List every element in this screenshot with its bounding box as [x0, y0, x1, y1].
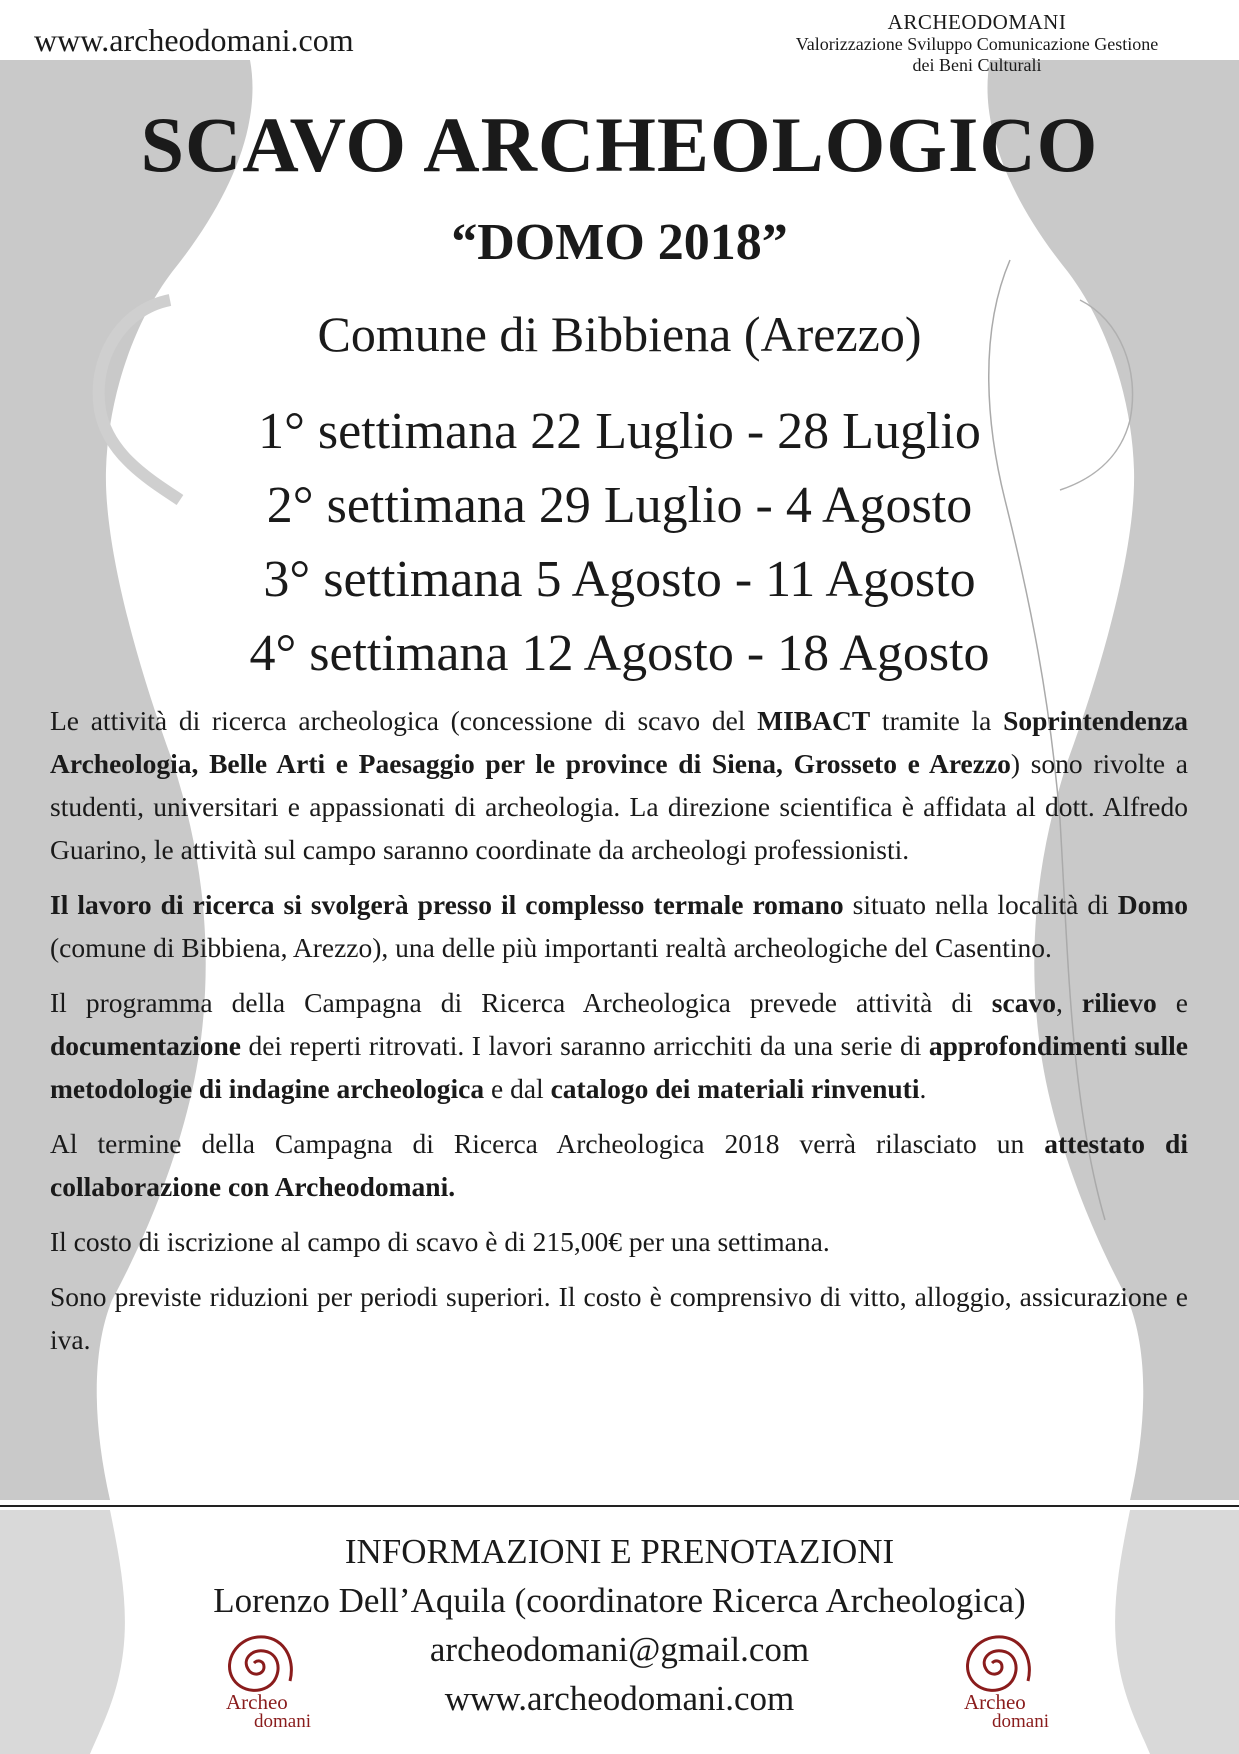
footer-website[interactable]: www.archeodomani.com	[444, 1679, 795, 1718]
paragraph-program	[50, 981, 1188, 1110]
bold-span: documentazione	[50, 1030, 241, 1061]
paragraph-reductions: Sono previste riduzioni per periodi superiori. Il costo è comprensivo di vitto, alloggio, assicurazione e iva.	[50, 1281, 1188, 1355]
week-4: 4° settimana 12 Agosto - 18 Agosto	[249, 625, 990, 682]
text-span: tramite la	[870, 705, 1004, 736]
week-3: 3° settimana 5 Agosto - 11 Agosto	[263, 551, 976, 608]
header-website[interactable]: www.archeodomani.com	[34, 22, 354, 58]
footer-contact-person: Lorenzo Dell’Aquila (coordinatore Ricerca Archeologica)	[213, 1581, 1026, 1620]
bold-span: Domo	[1117, 889, 1188, 920]
text-span: Le attività di ricerca archeologica (concessione di scavo del	[50, 705, 758, 736]
document-title: SCAVO ARCHEOLOGICO	[140, 101, 1099, 188]
paragraph-cost: Il costo di iscrizione al campo di scavo è di 215,00€ per una settimana.	[50, 1226, 830, 1257]
document-subtitle: “DOMO 2018”	[451, 214, 788, 271]
body-text	[50, 699, 1188, 1373]
logo-text-line1: Archeo	[964, 1690, 1026, 1714]
text-span: situato nella località di	[843, 889, 1118, 920]
text-span: (comune di Bibbiena, Arezzo), una delle più importanti realtà archeologiche del Casentino.	[50, 932, 1052, 963]
bold-span: rilievo	[1081, 987, 1157, 1018]
bold-span: Il lavoro di ricerca si svolgerà presso il complesso termale romano	[50, 889, 844, 920]
archeodomani-logo-right	[934, 1625, 1074, 1735]
footer-email[interactable]: archeodomani@gmail.com	[429, 1630, 810, 1669]
organization-name: ARCHEODOMANI	[887, 10, 1067, 34]
text-span: e dal	[484, 1073, 551, 1104]
bold-span: approfondimenti sulle metodologie di indagine archeologica	[50, 1030, 1189, 1104]
logo-text-line1: Archeo	[226, 1690, 288, 1714]
text-span: ) sono rivolte a studenti, universitari e appassionati di archeologia. La direzione scientifica è affidata al dott. Alfredo Guarino, le attività sul campo saranno coordinate da archeologi professionisti.	[50, 748, 1188, 865]
text-span: Il programma della Campagna di Ricerca Archeologica prevede attività di	[50, 987, 992, 1018]
text-span: Al termine della Campagna di Ricerca Archeologica 2018 verrà rilasciato un	[50, 1128, 1045, 1159]
organization-tagline-line2: dei Beni Culturali	[912, 54, 1042, 75]
paragraph-activities	[50, 699, 1188, 871]
week-2: 2° settimana 29 Luglio - 4 Agosto	[266, 477, 973, 534]
bold-span: attestato di collaborazione con Archeodomani.	[50, 1128, 1188, 1202]
footer-heading: INFORMAZIONI E PRENOTAZIONI	[344, 1532, 895, 1571]
spiral-icon	[230, 1637, 292, 1690]
bold-span: Soprintendenza Archeologia, Belle Arti e Paesaggio per le province di Siena, Grosseto e Arezzo	[50, 705, 1188, 779]
bold-span: scavo	[991, 987, 1056, 1018]
text-span: ,	[1055, 987, 1082, 1018]
paragraph-location	[50, 883, 1188, 969]
logo-text-line2: domani	[992, 1711, 1049, 1732]
location: Comune di Bibbiena (Arezzo)	[317, 306, 922, 362]
text-span: dei reperti ritrovati. I lavori saranno arricchiti da una serie di	[240, 1030, 929, 1061]
week-1: 1° settimana 22 Luglio - 28 Luglio	[258, 403, 981, 460]
organization-tagline-line1: Valorizzazione Sviluppo Comunicazione Gestione	[795, 34, 1159, 55]
text-span: .	[919, 1073, 927, 1104]
bold-span: MIBACT	[757, 705, 871, 736]
archeodomani-logo-left	[196, 1625, 336, 1735]
bold-span: catalogo dei materiali rinvenuti	[550, 1073, 920, 1104]
logo-text-line2: domani	[254, 1711, 311, 1732]
organization-block	[757, 10, 1197, 76]
footer-divider	[0, 1505, 1239, 1507]
text-span: e	[1156, 987, 1188, 1018]
weeks-schedule	[0, 395, 1239, 691]
spiral-icon	[968, 1637, 1030, 1690]
paragraph-certificate	[50, 1122, 1188, 1208]
